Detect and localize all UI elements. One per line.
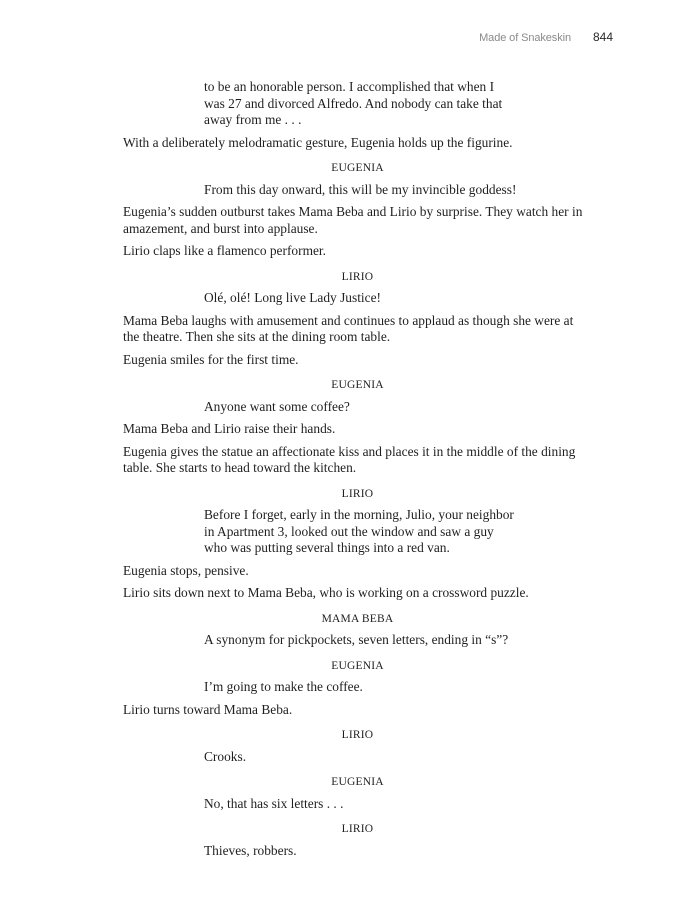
script-line: away from me . . . xyxy=(204,112,302,127)
running-header xyxy=(479,30,613,44)
script-character xyxy=(123,611,592,628)
script-line: Eugenia’s sudden outburst takes Mama Beba and Lirio by surprise. They watch her in xyxy=(123,204,583,219)
script-character xyxy=(123,486,592,503)
script-character xyxy=(123,269,592,286)
script-line: Crooks. xyxy=(204,748,247,764)
script-line: who was putting several things into a red van. xyxy=(204,540,450,555)
script-line: With a deliberately melodramatic gesture, Eugenia holds up the figurine. xyxy=(123,134,513,150)
script-line: LIRIO xyxy=(341,270,374,283)
script-line: Olé, olé! Long live Lady Justice! xyxy=(204,290,382,305)
script-dialogue xyxy=(204,399,513,416)
script-character xyxy=(123,727,592,744)
script-dialogue xyxy=(204,507,513,557)
script-line: amazement, and burst into applause. xyxy=(123,220,318,236)
script-line: to be an honorable person. I accomplished that when I xyxy=(204,79,495,94)
script-line: Mama Beba laughs with amusement and continues to applaud as though she were at xyxy=(123,312,574,328)
script-character xyxy=(123,160,592,177)
script-character xyxy=(123,821,592,838)
script-dialogue xyxy=(204,679,513,696)
script-action xyxy=(123,444,593,477)
script-line: Before I forget, early in the morning, Julio, your neighbor xyxy=(204,507,514,522)
script-line: the theatre. Then she sits at the dining room table. xyxy=(123,329,391,344)
script-line: Anyone want some coffee? xyxy=(204,398,350,414)
script-action xyxy=(123,135,593,152)
script-line: EUGENIA xyxy=(331,162,384,174)
script-line: A synonym for pickpockets, seven letters, ending in “s”? xyxy=(204,632,509,647)
script-line: LIRIO xyxy=(341,729,374,741)
book-title: Made of Snakeskin xyxy=(479,32,571,44)
script-line: Eugenia stops, pensive. xyxy=(123,562,249,578)
script-line: MAMA BEBA xyxy=(321,612,394,625)
script-character xyxy=(123,774,592,791)
script-action xyxy=(123,204,593,237)
script-line: Thieves, robbers. xyxy=(204,842,297,858)
script-action xyxy=(123,585,593,602)
script-action xyxy=(123,313,593,346)
script-line: was 27 and divorced Alfredo. And nobody can take that xyxy=(204,95,503,111)
script-dialogue xyxy=(204,79,513,129)
script-line: No, that has six letters . . . xyxy=(204,795,344,811)
script-line: in Apartment 3, looked out the window and saw a guy xyxy=(204,523,494,539)
script-action xyxy=(123,421,593,438)
script-dialogue xyxy=(204,181,517,199)
script-line: From this day onward, this will be my invincible goddess! xyxy=(204,181,517,197)
script-dialogue xyxy=(204,796,513,813)
script-character xyxy=(123,658,592,675)
script-dialogue xyxy=(204,632,513,649)
script-line: EUGENIA xyxy=(331,659,384,672)
script-character xyxy=(123,377,592,394)
script-line: Lirio turns toward Mama Beba. xyxy=(123,701,293,717)
script-line: LIRIO xyxy=(341,487,374,500)
script-dialogue xyxy=(204,290,513,307)
script-line: Lirio sits down next to Mama Beba, who is working on a crossword puzzle. xyxy=(123,585,529,600)
script-line: LIRIO xyxy=(341,823,374,835)
script-line: Mama Beba and Lirio raise their hands. xyxy=(123,421,336,436)
script-line: EUGENIA xyxy=(331,379,384,391)
script-line: Eugenia smiles for the first time. xyxy=(123,351,299,367)
script-line: Lirio claps like a flamenco performer. xyxy=(123,243,327,258)
script-action xyxy=(123,352,593,369)
script-line: table. She starts to head toward the kitchen. xyxy=(123,460,357,475)
script-action xyxy=(123,563,593,580)
script-dialogue xyxy=(204,843,513,860)
script-action xyxy=(123,243,593,260)
script-action xyxy=(123,702,593,719)
script-line: Eugenia gives the statue an affectionate kiss and places it in the middle of the dining xyxy=(123,443,576,459)
page-number: 844 xyxy=(592,30,613,44)
script-dialogue xyxy=(204,749,513,766)
script-body xyxy=(123,79,593,859)
script-line: EUGENIA xyxy=(331,776,384,788)
script-line: I’m going to make the coffee. xyxy=(204,679,363,694)
